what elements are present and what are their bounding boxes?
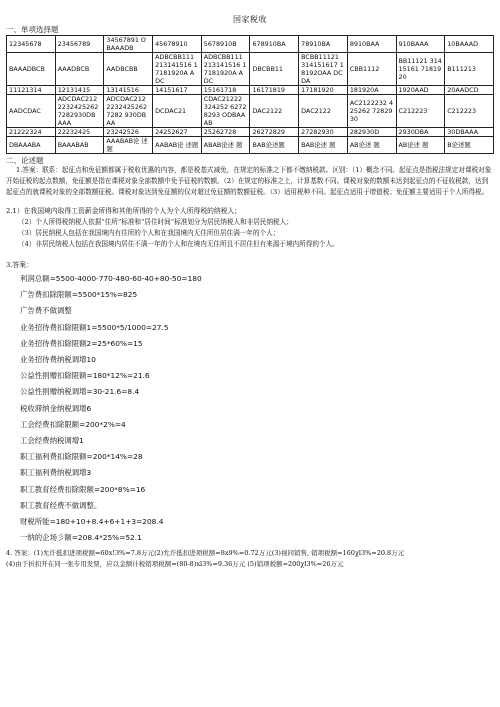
essay-q4-line: (4)由于折扣开在同一张专用发票，应以金额计税销项税额=(80-8)xl3%=9.36万元 (5)销项税额=200χl3%=26万元 <box>6 560 344 569</box>
calc-line: 广告费不做调整 <box>20 306 72 316</box>
answer-cell: AABAB论 述题 <box>153 137 202 154</box>
answer-cell: 17181920 <box>299 86 348 95</box>
answer-table-body <box>7 36 494 154</box>
answer-cell: 13141516 <box>104 86 153 95</box>
calc-line: 公益性捐赠纳税调增=30-21.6=8.4 <box>20 387 140 397</box>
answer-cell: DAC2122 <box>299 95 348 128</box>
answer-cell: B111213 <box>445 53 494 86</box>
answer-cell: BAAABAB <box>55 137 104 154</box>
calc-line: 广告费扣除限额=5500*15%=825 <box>20 290 138 300</box>
answer-cell: 22232425 <box>55 128 104 137</box>
answer-cell: CDAC21222 324252 62728293 ODBAAAB <box>201 95 250 128</box>
answer-cell: BAB论述题 <box>250 137 299 154</box>
answer-cell: AAADBCB <box>55 53 104 86</box>
calc-line: 职工教育经费不做调整。 <box>20 500 102 510</box>
calc-line: 职工教育经费扣除限额=200*8%=16 <box>20 484 146 494</box>
answer-cell: ADCDAC212 2232425262 7282930DB AAA <box>55 95 104 128</box>
answer-cell: 23242526 <box>104 128 153 137</box>
calc-line: 工会经费纳税调增1 <box>20 436 84 446</box>
essay-q1-answer: 1.答案：联系：起征点和免征额都属于税收优惠的内容，都是税基式减免，在规定的标准之下都不缴纳税款。区别：（1）概念不同。起征点是指税法规定对课税对象开始征税的起点数额，免征额是指在课税对象全部数额中免予征税的数额。（2）在规定的标准之上，计算基数不同。课税对象的数额未达到起征点的不征收税款，达到起征点的就课税对象的全部数额征税。课税对象达到免征额的仅对超过免征额的数额征税。（3）适用税种不同。起征点适用于增值税；免征额主要适用于个人所得税。 <box>6 166 492 196</box>
answer-cell: 910BAAA <box>396 36 445 53</box>
essay-q4-answer <box>6 548 494 570</box>
answer-table-row <box>7 95 494 128</box>
answer-cell: 78910BA <box>299 36 348 53</box>
answer-cell: 678910BA <box>250 36 299 53</box>
answer-cell: DBCBB11 <box>250 53 299 86</box>
answer-cell: AC2122232 425262 7282930 <box>347 95 396 128</box>
answer-cell: ADCDAC212 2232425262 7282 930DBAA <box>104 95 153 128</box>
answer-table-row <box>7 36 494 53</box>
answer-cell: BB11121 31415161 7181920 <box>396 53 445 86</box>
answer-cell: AADCDAC <box>7 95 56 128</box>
calc-line: 工会经费扣除限额=200*2%=4 <box>20 419 126 429</box>
answer-cell: 181920A <box>347 86 396 95</box>
answer-cell: BAAADBCB <box>7 53 56 86</box>
calc-line: 职工福利费纳税调增3 <box>20 468 92 478</box>
calc-line: 职工福利费扣除限额=200*14%=28 <box>20 452 143 462</box>
answer-cell: 5678910B <box>201 36 250 53</box>
answer-cell: 8910BAA <box>347 36 396 53</box>
answer-cell: 14151617 <box>153 86 202 95</box>
answer-cell: 25262728 <box>201 128 250 137</box>
answer-cell: C212223 <box>445 95 494 128</box>
essay-q3-title: 3.答案： <box>6 261 33 269</box>
answer-cell: DBAAABA <box>7 137 56 154</box>
answer-cell: ADBCBB111 213141516 17181920A ADC <box>201 53 250 86</box>
answer-cell: 45678910 <box>153 36 202 53</box>
answer-cell: 1920AAD <box>396 86 445 95</box>
essay-q2-item: （2）个人所得税纳税人依据“住所”标准和“居住时间”标准划分为居民纳税人和非居民纳税人； <box>18 218 293 226</box>
answer-table-row <box>7 53 494 86</box>
answer-cell: 12131415 <box>55 86 104 95</box>
answer-cell: AADBCBB <box>104 53 153 86</box>
answer-cell: 12345678 <box>7 36 56 53</box>
answer-cell: B论述题 <box>445 137 494 154</box>
answer-cell: 30DBAAA <box>445 128 494 137</box>
answer-cell: 2930DBA <box>396 128 445 137</box>
calc-line: 业务招待费扣除限额1=5500*5/1000=27.5 <box>20 322 169 332</box>
calc-line: 税收滞纳金纳税调增6 <box>20 403 92 413</box>
answer-cell: 26272829 <box>250 128 299 137</box>
answer-table-row <box>7 137 494 154</box>
calc-line: 公益性捐赠扣除限额=180*12%=21.6 <box>20 371 150 381</box>
essay-q4-line: 4. 答案：(1)允许抵扣进项税额=60x!3%=7.8万元(2)允许抵扣进项税额=8x9%=0.72万元(3)视同销售, 销项税额=160χl3%=20.8万元 <box>6 549 405 558</box>
answer-cell: AB论述 题 <box>347 137 396 154</box>
answer-table-row <box>7 128 494 137</box>
essay-q2-title: 2.1）在我国境内取得工资薪金所得和其他所得的个人为个人所得税的纳税人； <box>6 207 242 215</box>
answer-table-row <box>7 86 494 95</box>
answer-cell: 34567891 OBAAADB <box>104 36 153 53</box>
calc-line: 业务招待费纳税调增10 <box>20 355 96 365</box>
answer-cell: BCBB11121 314151617 18192OAA DCDA <box>299 53 348 86</box>
answer-cell: 16171819 <box>250 86 299 95</box>
answer-cell: 24252627 <box>153 128 202 137</box>
section-heading-essay: 二、论述题 <box>6 156 44 165</box>
answer-table <box>6 35 494 154</box>
answer-cell: ADBCBB111 213141516 17181920A ADC <box>153 53 202 86</box>
calc-line: 业务招待费扣除限额2=25*60%=15 <box>20 338 143 348</box>
answer-cell: 21222324 <box>7 128 56 137</box>
essay-q2-item: （4）非居民纳税人包括在我国境内居住不满一年的个人和在境内无住所且不居住但有来源于境内所得的个人。 <box>18 240 339 248</box>
answer-cell: 10BAAAD <box>445 36 494 53</box>
answer-cell: CBB1112 <box>347 53 396 86</box>
answer-cell: 11121314 <box>7 86 56 95</box>
answer-cell: 23456789 <box>55 36 104 53</box>
answer-cell: ABAB论述 题 <box>201 137 250 154</box>
answer-cell: 15161718 <box>201 86 250 95</box>
essay-q2-item: （3）居民纳税人包括在我国境内有住所的个人和在我国境内无住所但居住满一年的个人； <box>18 229 280 237</box>
essay-q3-calculation <box>6 271 494 546</box>
answer-cell: 27282930 <box>299 128 348 137</box>
calc-line: 一纳的企场彡额=208.4*25%=52.1 <box>20 533 142 543</box>
calc-line: 利润总额=5500-4000-770-480-60-40+80-50=180 <box>20 274 202 283</box>
answer-cell: 282930D <box>347 128 396 137</box>
answer-cell: AB论述 题 <box>396 137 445 154</box>
calc-line: 财税所能=180+10+8.4+6+1+3=208.4 <box>20 517 164 527</box>
answer-cell: DCDAC21 <box>153 95 202 128</box>
answer-cell: AAABAB论 述题 <box>104 137 153 154</box>
document-title: 国家税收 <box>233 15 267 24</box>
answer-cell: 20AADCD <box>445 86 494 95</box>
answer-cell: C212223 <box>396 95 445 128</box>
answer-cell: BAB论述 题 <box>299 137 348 154</box>
section-heading-choice: 一、单项选择题 <box>6 25 59 34</box>
answer-cell: DAC2122 <box>250 95 299 128</box>
